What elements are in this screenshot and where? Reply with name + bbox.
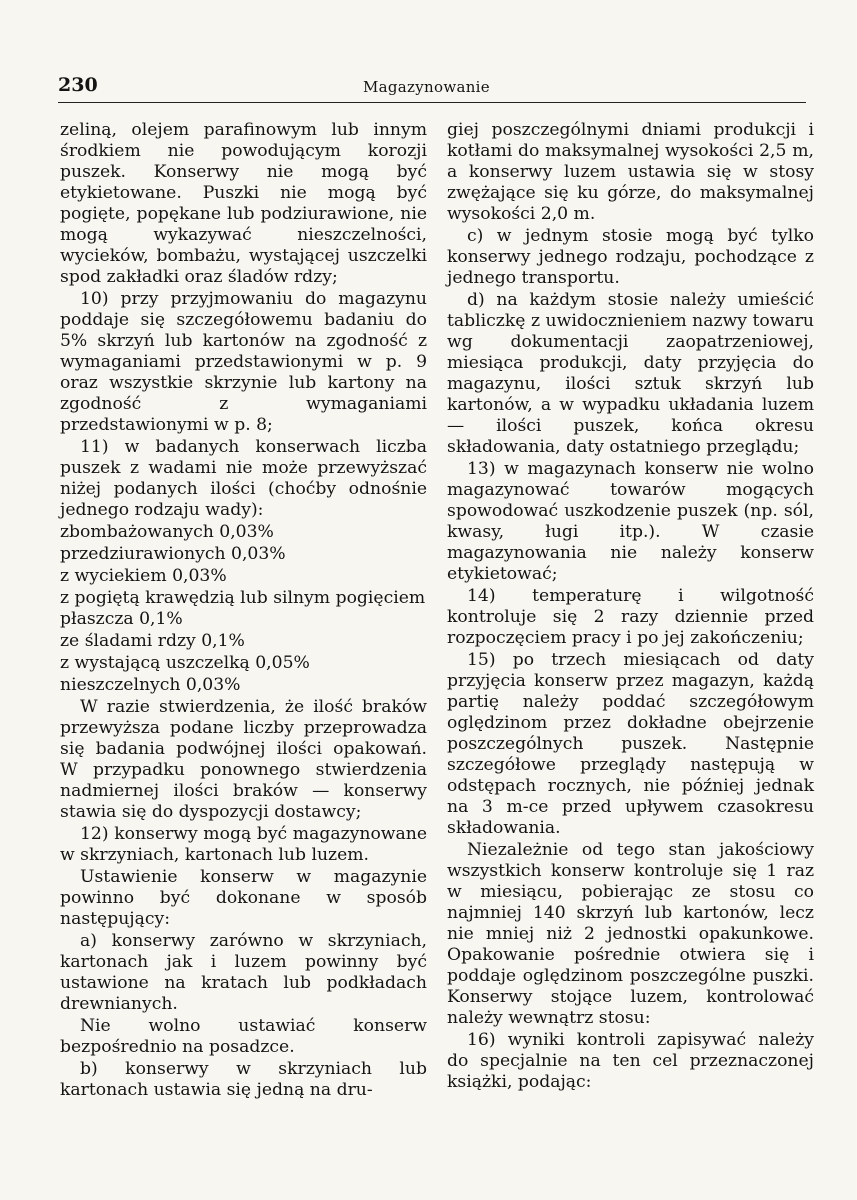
paragraph: 11) w badanych konserwach liczba puszek z wadami nie może przewyższać niżej podanych ilości (choćby odnośnie jednego rodzaju wady): <box>60 437 427 520</box>
paragraph: Ustawienie konserw w magazynie powinno być dokonane w sposób następujący: <box>60 867 427 929</box>
list-item: nieszczelnych 0,03% <box>60 675 241 695</box>
paragraph: d) na każdym stosie należy umieścić tabliczkę z uwidocznieniem nazwy towaru wg dokumentacji zaopatrzeniowej, miesiąca produkcji, daty przyjęcia do magazynu, ilości sztuk skrzyń lub kartonów, a w wypadku układania luzem — ilości puszek, końca okresu składowania, daty ostatniego przeglądu; <box>447 290 814 457</box>
paragraph: Nie wolno ustawiać konserw bezpośrednio na posadzce. <box>60 1016 427 1057</box>
paragraph: Niezależnie od tego stan jakościowy wszystkich konserw kontroluje się 1 raz w miesiącu, pobierając ze stosu co najmniej 140 skrzyń lub kartonów, lecz nie mniej niż 2 jednostki opakunkowe. Opakowanie pośrednie otwiera się i poddaje oględzinom poszczególne puszki. Konserwy stojące luzem, kontrolować należy wewnątrz stosu: <box>447 840 814 1028</box>
page-number: 230 <box>58 74 98 96</box>
paragraph: giej poszczególnymi dniami produkcji i kotłami do maksymalnej wysokości 2,5 m, a konserwy luzem ustawia się w stosy zwężające się ku górze, do maksymalnej wysokości 2,0 m. <box>447 120 814 224</box>
list-item: ze śladami rdzy 0,1% <box>60 631 245 651</box>
paragraph: 15) po trzech miesiącach od daty przyjęcia konserw przez magazyn, każdą partię należy poddać szczegółowym oględzinom przez dokładne obejrzenie poszczególnych puszek. Następnie szczegółowe przeglądy następują w odstępach rocznych, nie później jednak na 3 m-ce przed upływem czasokresu składowania. <box>447 650 814 838</box>
paragraph: c) w jednym stosie mogą być tylko konserwy jednego rodzaju, pochodzące z jednego transportu. <box>447 226 814 288</box>
list-item: z pogiętą krawędzią lub silnym pogięciem płaszcza 0,1% <box>60 588 426 629</box>
paragraph: a) konserwy zarówno w skrzyniach, kartonach jak i luzem powinny być ustawione na kratach lub podkładach drewnianych. <box>60 931 427 1014</box>
paragraph: b) konserwy w skrzyniach lub kartonach ustawia się jedną na dru- <box>60 1059 427 1100</box>
list-item: z wyciekiem 0,03% <box>60 566 227 586</box>
running-head: Magazynowanie <box>363 78 490 96</box>
list-item: przedziurawionych 0,03% <box>60 544 286 564</box>
list-item: z wystającą uszczelką 0,05% <box>60 653 310 673</box>
left-column <box>60 120 427 1101</box>
paragraph: 14) temperaturę i wilgotność kontroluje się 2 razy dziennie przed rozpoczęciem pracy i po jej zakończeniu; <box>447 586 814 648</box>
paragraph: 16) wyniki kontroli zapisywać należy do specjalnie na ten cel przeznaczonej książki, podając: <box>447 1030 814 1092</box>
paragraph: W razie stwierdzenia, że ilość braków przewyższa podane liczby przeprowadza się badania podwójnej ilości opakowań. W przypadku ponownego stwierdzenia nadmiernej ilości braków — konserwy stawia się do dyspozycji dostawcy; <box>60 697 427 822</box>
paragraph: 12) konserwy mogą być magazynowane w skrzyniach, kartonach lub luzem. <box>60 824 427 865</box>
right-column <box>447 120 814 1093</box>
paragraph: 10) przy przyjmowaniu do magazynu poddaje się szczegółowemu badaniu do 5% skrzyń lub kartonów na zgodność z wymaganiami przedstawionymi w p. 9 oraz wszystkie skrzynie lub kartony na zgodność z wymaganiami przedstawionymi w p. 8; <box>60 289 427 435</box>
paragraph: zeliną, olejem parafinowym lub innym środkiem nie powodującym korozji puszek. Konserwy nie mogą być etykietowane. Puszki nie mogą być pogięte, popękane lub podziurawione, nie mogą wykazywać nieszczelności, wycieków, bombażu, wystającej uszczelki spod zakładki oraz śladów rdzy; <box>60 120 427 287</box>
page-header <box>58 72 806 103</box>
list-item: zbombażowanych 0,03% <box>60 522 274 542</box>
paragraph: 13) w magazynach konserw nie wolno magazynować towarów mogących spowodować uszkodzenie puszek (np. sól, kwasy, ługi itp.). W czasie magazynowania nie należy konserw etykietować; <box>447 459 814 584</box>
